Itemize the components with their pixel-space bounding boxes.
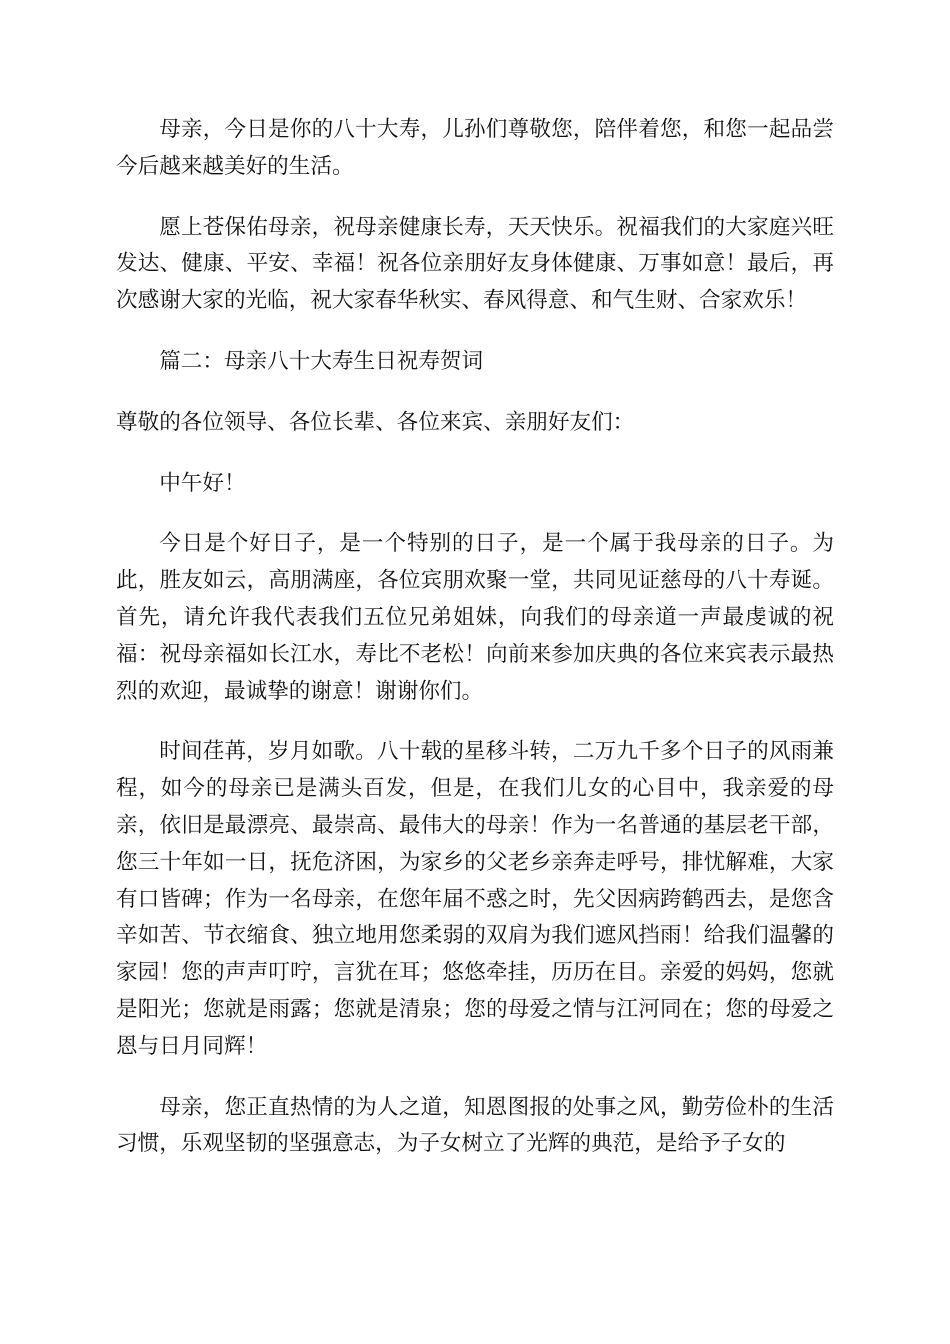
section-heading: 篇二：母亲八十大寿生日祝寿贺词 (159, 348, 484, 374)
salutation: 尊敬的各位领导、各位长辈、各位来宾、亲朋好友们： (116, 409, 635, 435)
document-page (116, 112, 834, 1163)
paragraph-tribute: 时间荏苒，岁月如歌。八十载的星移斗转，二万九千多个日子的风雨兼程，如今的母亲已是满头百发，但是，在我们儿女的心目中，我亲爱的母亲，依旧是最漂亮、最崇高、最伟大的母亲！作为一名普通的基层老干部，您三十年如一日，抚危济困，为家乡的父老乡亲奔走呼号，排忧解难，大家有口皆碑；作为一名母亲，在您年届不惑之时，先父因病跨鹤西去，是您含辛如苦、节衣缩食、独立地用您柔弱的双肩为我们遮风挡雨！给我们温馨的家园！您的声声叮咛，言犹在耳；悠悠牵挂，历历在目。亲爱的妈妈，您就是阳光；您就是雨露；您就是清泉；您的母爱之情与江河同在；您的母爱之恩与日月同辉！ (116, 739, 834, 1059)
paragraph-blessings: 愿上苍保佑母亲，祝母亲健康长寿，天天快乐。祝福我们的大家庭兴旺发达、健康、平安、幸福！祝各位亲朋好友身体健康、万事如意！最后，再次感谢大家的光临，祝大家春华秋实、春风得意、和气生财、合家欢乐！ (116, 214, 834, 314)
paragraph-birthday-opening: 母亲，今日是你的八十大寿，儿孙们尊敬您，陪伴着您，和您一起品尝今后越来越美好的生活。 (116, 117, 834, 179)
paragraph-virtues: 母亲，您正直热情的为人之道，知恩图报的处事之风，勤劳俭朴的生活习惯，乐观坚韧的坚强意志，为子女树立了光辉的典范，是给予子女的 (116, 1094, 834, 1157)
greeting: 中午好！ (159, 470, 246, 496)
paragraph-introduction: 今日是个好日子，是一个特别的日子，是一个属于我母亲的日子。为此，胜友如云，高朋满座，各位宾朋欢聚一堂，共同见证慈母的八十寿诞。首先，请允许我代表我们五位兄弟姐妹，向我们的母亲道一声最虔诚的祝福：祝母亲福如长江水，寿比不老松！向前来参加庆典的各位来宾表示最热烈的欢迎，最诚挚的谢意！谢谢你们。 (116, 531, 834, 704)
